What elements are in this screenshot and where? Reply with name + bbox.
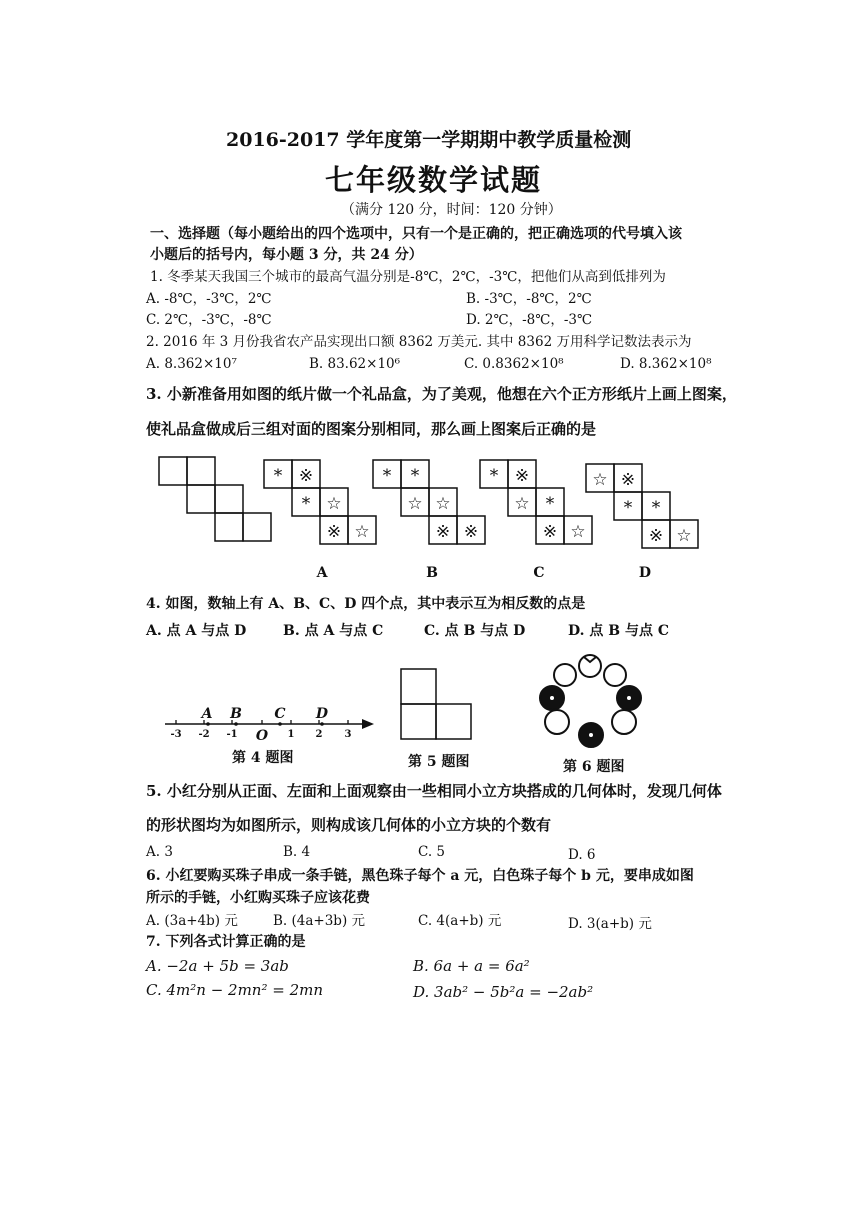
q3-d-cell3: * <box>623 498 633 518</box>
q7-option-c: C. 4m²n − 2mn² = 2mn <box>146 981 323 999</box>
exam-meta: （满分 120 分，时间：120 分钟） <box>341 202 562 218</box>
q3-b-cell1: * <box>382 466 392 486</box>
q6-stem-line1: 6. 小红要购买珠子串成一条手链，黑色珠子每个 a 元，白色珠子每个 b 元，要串成如图 <box>146 868 694 884</box>
q3-label-b: B <box>426 565 438 581</box>
q4-number-line <box>160 700 385 750</box>
q1-option-d: D. 2℃，-8℃，-3℃ <box>466 312 593 328</box>
q5-option-b: B. 4 <box>283 844 311 860</box>
q6-bracelet-figure <box>535 652 645 752</box>
q3-label-a: A <box>316 565 328 581</box>
q4-option-d: D. 点 B 与点 C <box>568 623 669 639</box>
q4-tick-neg1: -1 <box>226 729 238 740</box>
q3-c-cell2: ※ <box>514 466 530 486</box>
q2-stem: 2. 2016 年 3 月份我省农产品实现出口额 8362 万美元. 其中 8362 万用科学记数法表示为 <box>146 334 692 350</box>
q3-c-cell3: ☆ <box>514 494 530 514</box>
q3-c-cell6: ☆ <box>570 522 586 542</box>
q7-stem: 7. 下列各式计算正确的是 <box>146 934 306 950</box>
q3-c-cell4: * <box>545 494 555 514</box>
q4-tick-3: 3 <box>344 729 352 740</box>
q4-stem: 4. 如图，数轴上有 A、B、C、D 四个点，其中表示互为相反数的点是 <box>146 596 586 612</box>
q3-stem-line1: 3. 小新准备用如图的纸片做一个礼品盒，为了美观，他想在六个正方形纸片上画上图案， <box>146 385 737 403</box>
q7-option-a: A. −2a + 5b = 3ab <box>146 957 289 975</box>
q4-tick-neg2: -2 <box>198 729 210 740</box>
q3-b-cell6: ※ <box>463 522 479 542</box>
section-heading-line1: 一、选择题（每小题给出的四个选项中，只有一个是正确的，把正确选项的代号填入该 <box>150 226 682 242</box>
q3-d-cell6: ☆ <box>676 526 692 546</box>
q4-point-c: C <box>274 706 286 722</box>
q7-option-d: D. 3ab² − 5b²a = −2ab² <box>413 983 594 1001</box>
q3-b-cell3: ☆ <box>407 494 423 514</box>
q4-tick-origin: O <box>255 728 269 744</box>
q3-b-cell4: ☆ <box>435 494 451 514</box>
q4-tick-2: 2 <box>315 729 323 740</box>
q1-stem: 1. 冬季某天我国三个城市的最高气温分别是-8℃，2℃，-3℃，把他们从高到低排列为 <box>150 269 666 285</box>
q3-net-blank <box>159 457 271 541</box>
q4-tick-neg3: -3 <box>170 729 182 740</box>
q6-stem-line2: 所示的手链，小红购买珠子应该花费 <box>146 890 370 906</box>
q3-a-cell3: * <box>301 494 311 514</box>
q3-b-cell5: ※ <box>435 522 451 542</box>
q7-option-b: B. 6a + a = 6a² <box>413 957 530 975</box>
q5-figure <box>398 666 478 746</box>
q3-d-cell1: ☆ <box>592 470 608 490</box>
q3-d-cell4: * <box>651 498 661 518</box>
q3-a-cell2: ※ <box>298 466 314 486</box>
q1-option-c: C. 2℃，-3℃，-8℃ <box>146 312 272 328</box>
q5-option-d: D. 6 <box>568 847 596 863</box>
q4-option-a: A. 点 A 与点 D <box>146 623 247 639</box>
q5-option-c: C. 5 <box>418 844 446 860</box>
exam-title: 2016-2017 学年度第一学期期中教学质量检测 <box>226 129 632 151</box>
q3-a-cell4: ☆ <box>326 494 342 514</box>
q4-point-a: A <box>201 706 213 722</box>
section-heading-line2: 小题后的括号内，每小题 3 分，共 24 分） <box>150 247 423 263</box>
page-title: 七年级数学试题 <box>325 163 543 197</box>
q3-label-d: D <box>638 565 652 581</box>
q5-stem-line2: 的形状图均为如图所示，则构成该几何体的小立方块的个数有 <box>146 816 552 834</box>
fig6-caption: 第 6 题图 <box>563 759 625 775</box>
q2-option-a: A. 8.362×10⁷ <box>146 356 237 372</box>
q2-option-b: B. 83.62×10⁶ <box>309 356 401 372</box>
q3-a-cell1: * <box>273 466 283 486</box>
q3-d-cell5: ※ <box>648 526 664 546</box>
q3-c-cell1: * <box>489 466 499 486</box>
q1-option-a: A. -8℃，-3℃，2℃ <box>146 291 272 307</box>
q4-point-b: B <box>230 706 242 722</box>
q4-tick-1: 1 <box>287 729 295 740</box>
q5-stem-line1: 5. 小红分别从正面、左面和上面观察由一些相同小立方块搭成的几何体时，发现几何体 <box>146 782 722 800</box>
q3-a-cell6: ☆ <box>354 522 370 542</box>
q3-a-cell5: ※ <box>326 522 342 542</box>
fig5-caption: 第 5 题图 <box>408 754 470 770</box>
q1-option-b: B. -3℃，-8℃，2℃ <box>466 291 592 307</box>
q4-option-b: B. 点 A 与点 C <box>283 623 384 639</box>
q3-b-cell2: * <box>410 466 420 486</box>
q6-option-c: C. 4(a+b) 元 <box>418 913 502 929</box>
q3-c-cell5: ※ <box>542 522 558 542</box>
q4-point-d: D <box>315 706 329 722</box>
q5-option-a: A. 3 <box>146 844 173 860</box>
fig4-caption: 第 4 题图 <box>232 750 294 766</box>
q3-label-c: C <box>533 565 545 581</box>
q6-option-d: D. 3(a+b) 元 <box>568 916 652 932</box>
q4-option-c: C. 点 B 与点 D <box>424 623 526 639</box>
q2-option-c: C. 0.8362×10⁸ <box>464 356 564 372</box>
q2-option-d: D. 8.362×10⁸ <box>620 356 712 372</box>
q3-figures <box>150 450 710 590</box>
q3-d-cell2: ※ <box>620 470 636 490</box>
q6-option-b: B. (4a+3b) 元 <box>273 913 366 929</box>
q3-stem-line2: 使礼品盒做成后三组对面的图案分别相同，那么画上图案后正确的是 <box>146 420 597 438</box>
q6-option-a: A. (3a+4b) 元 <box>146 913 238 929</box>
